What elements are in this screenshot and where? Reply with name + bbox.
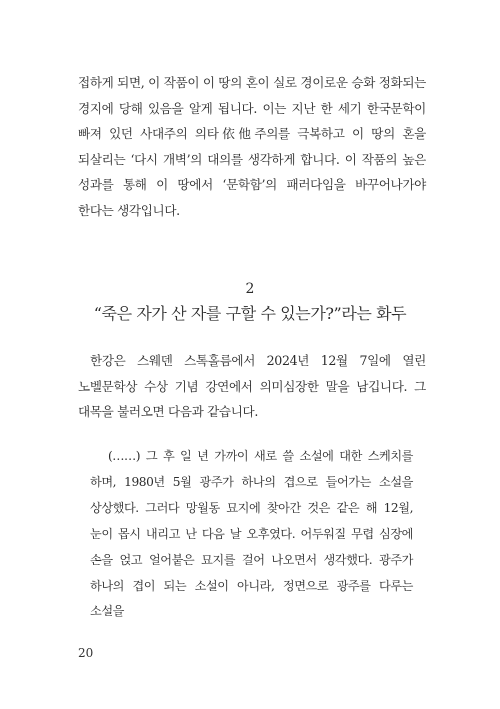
- body-paragraph-1: 접하게 되면, 이 작품이 이 땅의 혼이 실로 경이로운 승화 정화되는 경지에 당해 있음을 알게 됩니다. 이는 지난 한 세기 한국문학이 빠져 있던 사대주의 의타依他주의를 극복하고 이 땅의 혼을 되살리는 ‘다시 개벽’의 대의를 생각하게 합니다. 이 작품의 높은 성과를 통해 이 땅에서 ‘문학함’의 패러다임을 바꾸어나가야 한다는 생각입니다.: [78, 75, 426, 218]
- section-title: “죽은 자가 산 자를 구할 수 있는가?”라는 화두: [93, 304, 407, 323]
- page-number: 20: [78, 646, 94, 660]
- block-quote: (……) 그 후 일 년 가까이 새로 쓸 소설에 대한 스케치를 하며, 1980년 5월 광주가 하나의 겹으로 들어가는 소설을 상상했다. 그러다 망월동 묘지에 찾아간 것은 같은 해 12월, 눈이 몹시 내리고 난 다음 날 오후였다. 어두워질 무렵 심장에 손을 얹고 얼어붙은 묘지를 걸어 나오면서 생각했다. 광주가 하나의 겹이 되는 소설이 아니라, 정면으로 광주를 다루는 소설을: [90, 449, 413, 619]
- body-paragraph-2: 한강은 스웨덴 스톡홀름에서 2024년 12월 7일에 열린 노벨문학상 수상 기념 강연에서 의미심장한 말을 남깁니다. 그 대목을 불러오면 다음과 같습니다.: [78, 353, 426, 420]
- section-number: 2: [245, 281, 255, 297]
